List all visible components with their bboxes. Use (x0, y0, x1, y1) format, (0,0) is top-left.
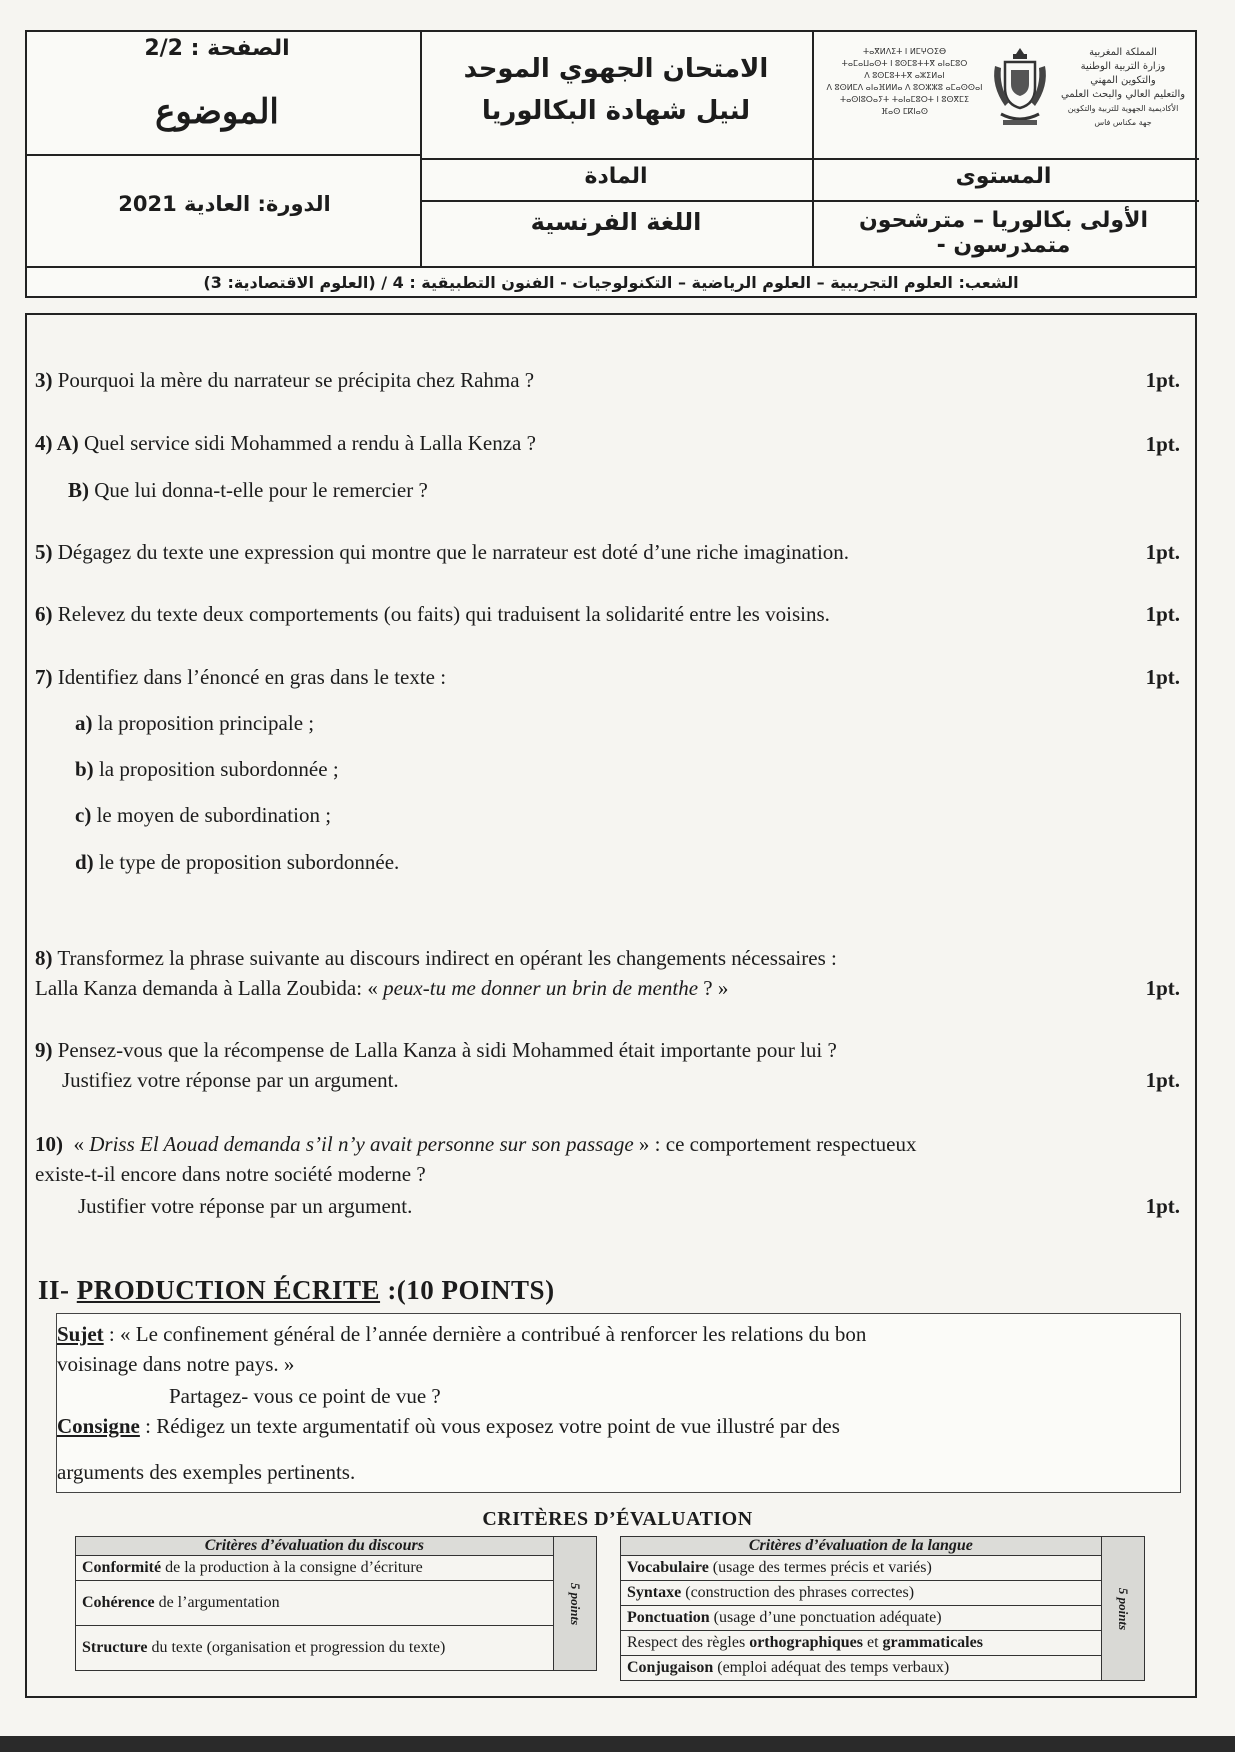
scan-bottom-edge (0, 1736, 1235, 1752)
question-3: 3) Pourquoi la mère du narrateur se précipita chez Rahma ? (35, 368, 535, 392)
criteria-langue-table (620, 1536, 1145, 1681)
discours-points: 5 points (553, 1537, 596, 1671)
subject-box (56, 1313, 1181, 1493)
discours-header: Critères d’évaluation du discours (76, 1537, 554, 1556)
criterion-conjugaison: Conjugaison (emploi adéquat des temps verbaux) (621, 1656, 1102, 1681)
question-9-line2: Justifiez votre réponse par un argument. (62, 1068, 399, 1092)
question-8-sentence: Lalla Kanza demanda à Lalla Zoubida: « peux-tu me donner un brin de menthe ? » (35, 976, 729, 1000)
production-title: II- PRODUCTION ÉCRITE :(10 POINTS) (38, 1275, 555, 1305)
criterion-ponctuation: Ponctuation (usage d’une ponctuation adéquate) (621, 1606, 1102, 1631)
question-8-points: 1pt. (1145, 976, 1180, 1000)
exam-header (25, 30, 1197, 298)
criterion-syntaxe: Syntaxe (construction des phrases correctes) (621, 1581, 1102, 1606)
question-6-points: 1pt. (1145, 602, 1180, 626)
question-9: 9) Pensez-vous que la récompense de Lalla Kanza à sidi Mohammed était importante pour lui ? (35, 1038, 837, 1062)
question-4b: B) Que lui donna-t-elle pour le remercier ? (68, 478, 428, 502)
page-number: الصفحة : 2/2 (144, 36, 290, 61)
langue-points: 5 points (1101, 1537, 1144, 1681)
question-10-points: 1pt. (1145, 1194, 1180, 1218)
sujet-question: Partagez- vous ce point de vue ? (169, 1384, 441, 1408)
criterion-structure: Structure du texte (organisation et progression du texte) (76, 1626, 554, 1671)
criterion-vocabulaire: Vocabulaire (usage des termes précis et variés) (621, 1556, 1102, 1581)
question-6: 6) Relevez du texte deux comportements (ou faits) qui traduisent la solidarité entre les voisins. (35, 602, 830, 626)
exam-title-line1: الامتحان الجهوي الموحد (463, 54, 769, 84)
question-9-points: 1pt. (1145, 1068, 1180, 1092)
question-5-points: 1pt. (1145, 540, 1180, 564)
exam-session: الدورة: العادية 2021 (118, 192, 331, 216)
matiere-value: اللغة الفرنسية (530, 208, 702, 236)
sujet-line2: voisinage dans notre pays. » (57, 1352, 295, 1376)
niveau-label: المستوى (955, 164, 1052, 189)
question-7: 7) Identifiez dans l’énoncé en gras dans le texte : (35, 665, 447, 689)
question-10-line3: Justifier votre réponse par un argument. (78, 1194, 413, 1218)
criteria-discours-table (75, 1536, 597, 1671)
consigne-line2: arguments des exemples pertinents. (57, 1460, 356, 1484)
sujet-line1: Sujet : « Le confinement général de l’année dernière a contribué à renforcer les relations du bon (57, 1322, 867, 1346)
question-3-points: 1pt. (1145, 368, 1180, 392)
exam-title-line2: لنيل شهادة البكالوريا (481, 96, 751, 126)
criterion-orthographe: Respect des règles orthographiques et grammaticales (621, 1631, 1102, 1656)
niveau-value: الأولى بكالوريا – مترشحون متمدرسون - (859, 208, 1148, 258)
question-10: 10) « Driss El Aouad demanda s’il n’y avait personne sur son passage » : ce comportement respectueux (35, 1132, 917, 1156)
criteria-title: CRITÈRES D’ÉVALUATION (482, 1508, 753, 1530)
question-7-item-b: b) la proposition subordonnée ; (75, 757, 339, 781)
matiere-label: المادة (584, 164, 648, 189)
question-10-line2: existe-t-il encore dans notre société moderne ? (35, 1162, 426, 1186)
criterion-conformite: Conformité de la production à la consigne d’écriture (76, 1556, 554, 1581)
question-7-item-a: a) la proposition principale ; (75, 711, 315, 735)
question-5: 5) Dégagez du texte une expression qui montre que le narrateur est doté d’une riche imagination. (35, 540, 850, 564)
filieres-line: الشعب: العلوم التجريبية – العلوم الرياضية – التكنولوجيات - الفنون التطبيقية : 4 / (العلوم الاقتصادية: 3) (203, 273, 1019, 292)
question-8: 8) Transformez la phrase suivante au discours indirect en opérant les changements nécessaires : (35, 946, 837, 970)
tifinagh-text: ⵜⴰⴳⵍⴷⵉⵜ ⵏ ⵍⵎⵖⵔⵉⴱ ⵜⴰⵎⴰⵡⴰⵙⵜ ⵏ ⵓⵙⵎⵓⵜⵜⴳ ⴰⵏⴰⵎⵓⵔ ⴷ ⵓⵙⵎⵓⵜⵜⴳ ⴰⵣⵉⵍⴰⵏ ⴷ ⵓⵙⵍⵎⴷ ⴰⵏⴰⴼⵍⵍⴰ ⴷ ⵓⵔⵣⵣⵓ ⴰⵎⴰⵙⵙⴰⵏ ⵜⴰⵙⵏⵓⵔⴰⵢⵜ ⵜⴰⵏⴰⵎⵓⵔⵜ ⵏ ⵓⵙⴳⵎⵉ ⴼⴰⵙ ⵎⴽⵏⴰⵙ (826, 47, 983, 116)
consigne-line1: Consigne : Rédigez un texte argumentatif où vous exposez votre point de vue illustré par des (57, 1414, 840, 1438)
subject-tag: الموضوع (155, 92, 279, 132)
coat-of-arms-icon (989, 44, 1051, 134)
question-4a: 4) A) Quel service sidi Mohammed a rendu à Lalla Kenza ? (35, 431, 536, 455)
question-4-points: 1pt. (1145, 432, 1180, 456)
question-7-points: 1pt. (1145, 665, 1180, 689)
langue-header: Critères d’évaluation de la langue (621, 1537, 1102, 1556)
question-7-item-c: c) le moyen de subordination ; (75, 803, 332, 827)
question-7-item-d: d) le type de proposition subordonnée. (75, 850, 400, 874)
ministry-text: المملكة المغربية وزارة التربية الوطنية والتكوين المهني والتعليم العالي والبحث العلمي الأكاديمية الجهوية للتربية والتكوين جهة مكناس فاس (1060, 47, 1186, 127)
criterion-coherence: Cohérence de l’argumentation (76, 1581, 554, 1626)
